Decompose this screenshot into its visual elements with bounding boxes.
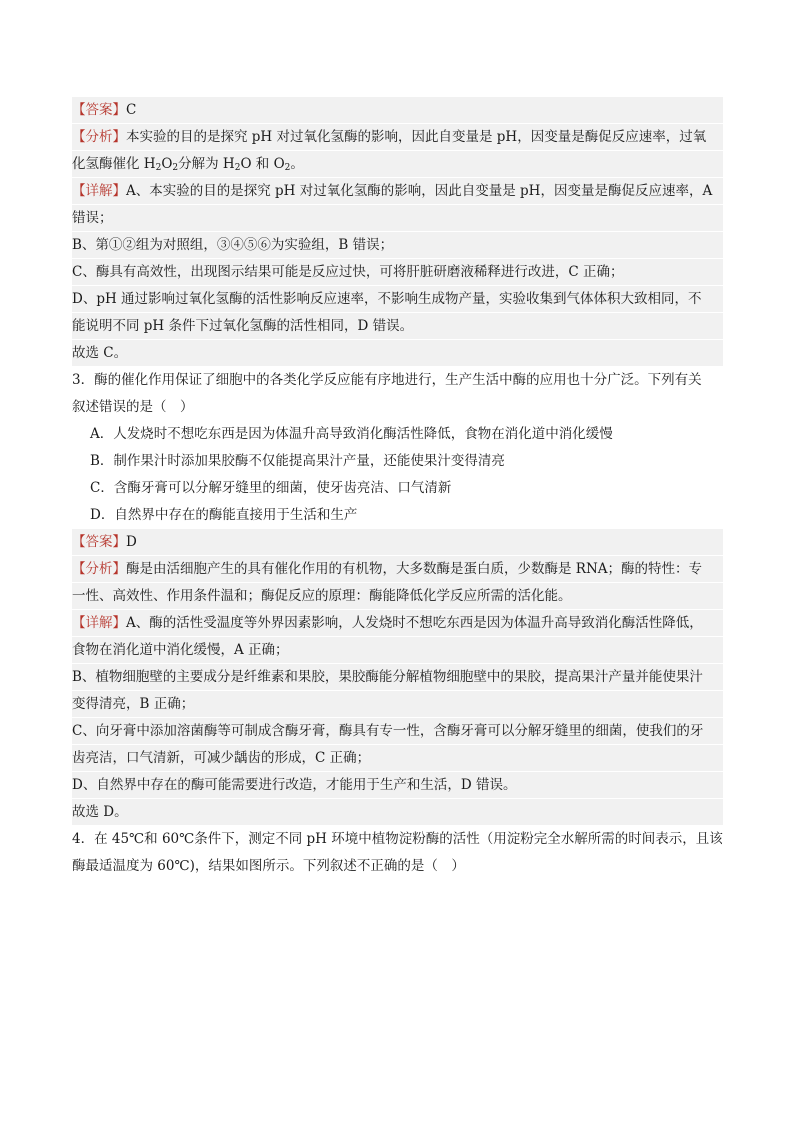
detail-text: A、本实验的目的是探究 pH 对过氧化氢酶的影响，因此自变量是 pH，因变量是酶促反应速率，A xyxy=(126,183,713,199)
answer-tag: 【答案】 xyxy=(72,534,126,550)
answer-value: D xyxy=(126,534,137,550)
q3-detail-line-5: C、向牙膏中添加溶菌酶等可制成含酶牙膏，酶具有专一性，含酶牙膏可以分解牙缝里的细菌，使我们的牙 xyxy=(72,718,723,744)
analysis-text: 酶是由活细胞产生的具有催化作用的有机物，大多数酶是蛋白质，少数酶是 RNA；酶的特性：专 xyxy=(126,561,703,577)
q2-detail-line-1 xyxy=(72,178,723,204)
q4-stem-line-2: 酶最适温度为 60℃)，结果如图所示。下列叙述不正确的是（ ） xyxy=(72,858,465,874)
analysis-text: 。 xyxy=(290,156,304,172)
analysis-text: O xyxy=(161,156,173,172)
q2-analysis-line-1 xyxy=(72,124,723,150)
answer-value: C xyxy=(126,102,137,118)
q3-detail-line-3: B、植物细胞壁的主要成分是纤维素和果胶，果胶酶能分解植物细胞壁中的果胶，提高果汁产量并能使果汁 xyxy=(72,664,723,690)
q3-option-c: C．含酶牙膏可以分解牙缝里的细菌，使牙齿亮洁、口气清新 xyxy=(90,480,452,496)
q3-detail-line-4: 变得清亮，B 正确； xyxy=(72,691,723,717)
q3-detail-line-6: 齿亮洁，口气清新，可减少龋齿的形成，C 正确； xyxy=(72,745,723,771)
detail-tag: 【详解】 xyxy=(72,615,126,631)
q2-detail-line-5: D、pH 通过影响过氧化氢酶的活性影响反应速率，不影响生成物产量，实验收集到气体体积大致相同，不 xyxy=(72,286,723,312)
q2-detail-line-2: 错误； xyxy=(72,205,723,231)
analysis-tag: 【分析】 xyxy=(72,561,126,577)
subscript: 2 xyxy=(234,163,241,173)
q3-detail-line-7: D、自然界中存在的酶可能需要进行改造，才能用于生产和生活，D 错误。 xyxy=(72,772,723,798)
q3-option-d: D．自然界中存在的酶能直接用于生活和生产 xyxy=(90,507,358,523)
analysis-text: 化氢酶催化 H xyxy=(72,156,156,172)
analysis-text: O 和 O xyxy=(240,156,285,172)
q2-analysis-line-2 xyxy=(72,151,723,177)
q3-detail-line-1 xyxy=(72,610,723,636)
q3-detail-line-2: 食物在消化道中消化缓慢，A 正确； xyxy=(72,637,723,663)
q3-answer-line xyxy=(72,529,723,555)
q3-analysis-line-2: 一性、高效性、作用条件温和；酶促反应的原理：酶能降低化学反应所需的活化能。 xyxy=(72,583,723,609)
answer-tag: 【答案】 xyxy=(72,102,126,118)
detail-text: A、酶的活性受温度等外界因素影响，人发烧时不想吃东西是因为体温升高导致消化酶活性降低， xyxy=(126,615,703,631)
q2-conclusion: 故选 C。 xyxy=(72,340,723,366)
subscript: 2 xyxy=(284,163,291,173)
analysis-text: 本实验的目的是探究 pH 对过氧化氢酶的影响，因此自变量是 pH，因变量是酶促反应速率，过氧 xyxy=(126,129,707,145)
detail-tag: 【详解】 xyxy=(72,183,126,199)
q2-detail-line-3: B、第①②组为对照组，③④⑤⑥为实验组，B 错误； xyxy=(72,232,723,258)
q3-conclusion: 故选 D。 xyxy=(72,799,723,825)
q4-stem-line-1: 4．在 45℃和 60℃条件下，测定不同 pH 环境中植物淀粉酶的活性（用淀粉完全水解所需的时间表示，且该 xyxy=(72,831,723,847)
q3-option-b: B．制作果汁时添加果胶酶不仅能提高果汁产量，还能使果汁变得清亮 xyxy=(90,453,505,469)
q3-analysis-line-1 xyxy=(72,556,723,582)
q2-detail-line-6: 能说明不同 pH 条件下过氧化氢酶的活性相同，D 错误。 xyxy=(72,313,723,339)
q3-stem-line-2: 叙述错误的是（ ） xyxy=(72,399,194,415)
q3-stem-line-1: 3．酶的催化作用保证了细胞中的各类化学反应能有序地进行，生产生活中酶的应用也十分广泛。下列有关 xyxy=(72,372,702,388)
subscript: 2 xyxy=(172,163,179,173)
q2-detail-line-4: C、酶具有高效性，出现图示结果可能是反应过快，可将肝脏研磨液稀释进行改进，C 正确； xyxy=(72,259,723,285)
analysis-text: 分解为 H xyxy=(178,156,235,172)
q3-option-a: A．人发烧时不想吃东西是因为体温升高导致消化酶活性降低，食物在消化道中消化缓慢 xyxy=(90,426,613,442)
analysis-tag: 【分析】 xyxy=(72,129,126,145)
subscript: 2 xyxy=(155,163,162,173)
q2-answer-line xyxy=(72,97,723,123)
